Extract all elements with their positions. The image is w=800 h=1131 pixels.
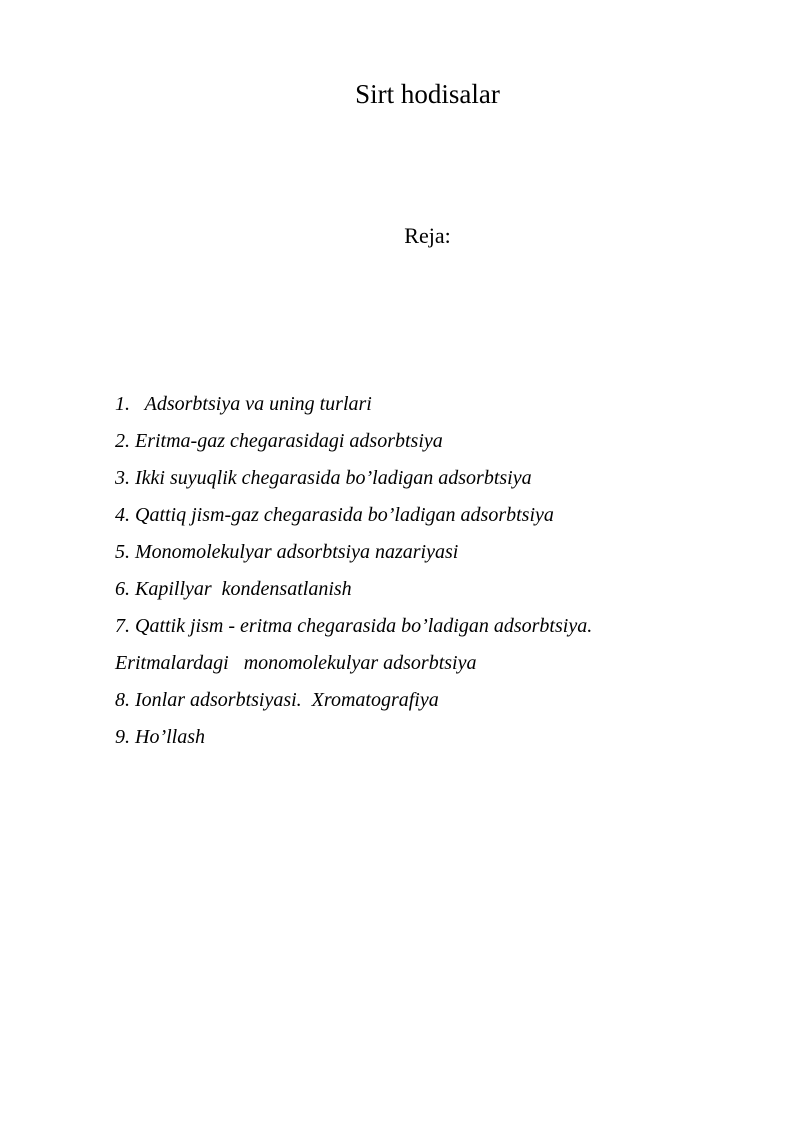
plan-heading: Reja: xyxy=(404,223,451,248)
plan-item: 1. Adsorbtsiya va uning turlari xyxy=(115,393,372,415)
plan-item: 2. Eritma-gaz chegarasidagi adsorbtsiya xyxy=(115,430,443,452)
page-title: Sirt hodisalar xyxy=(355,79,500,109)
plan-item-continuation: Eritmalardagi monomolekulyar adsorbtsiya xyxy=(115,652,477,674)
plan-item: 4. Qattiq jism-gaz chegarasida bo’ladigan adsorbtsiya xyxy=(115,504,554,526)
plan-list xyxy=(115,390,592,760)
plan-item: 8. Ionlar adsorbtsiyasi. Xromatografiya xyxy=(115,689,439,711)
plan-item: 3. Ikki suyuqlik chegarasida bo’ladigan adsorbtsiya xyxy=(115,467,532,489)
plan-item: 9. Ho’llash xyxy=(115,726,205,748)
plan-item: 6. Kapillyar kondensatlanish xyxy=(115,578,352,600)
plan-item: 5. Monomolekulyar adsorbtsiya nazariyasi xyxy=(115,541,459,563)
plan-item: 7. Qattik jism - eritma chegarasida bo’ladigan adsorbtsiya. xyxy=(115,615,593,637)
